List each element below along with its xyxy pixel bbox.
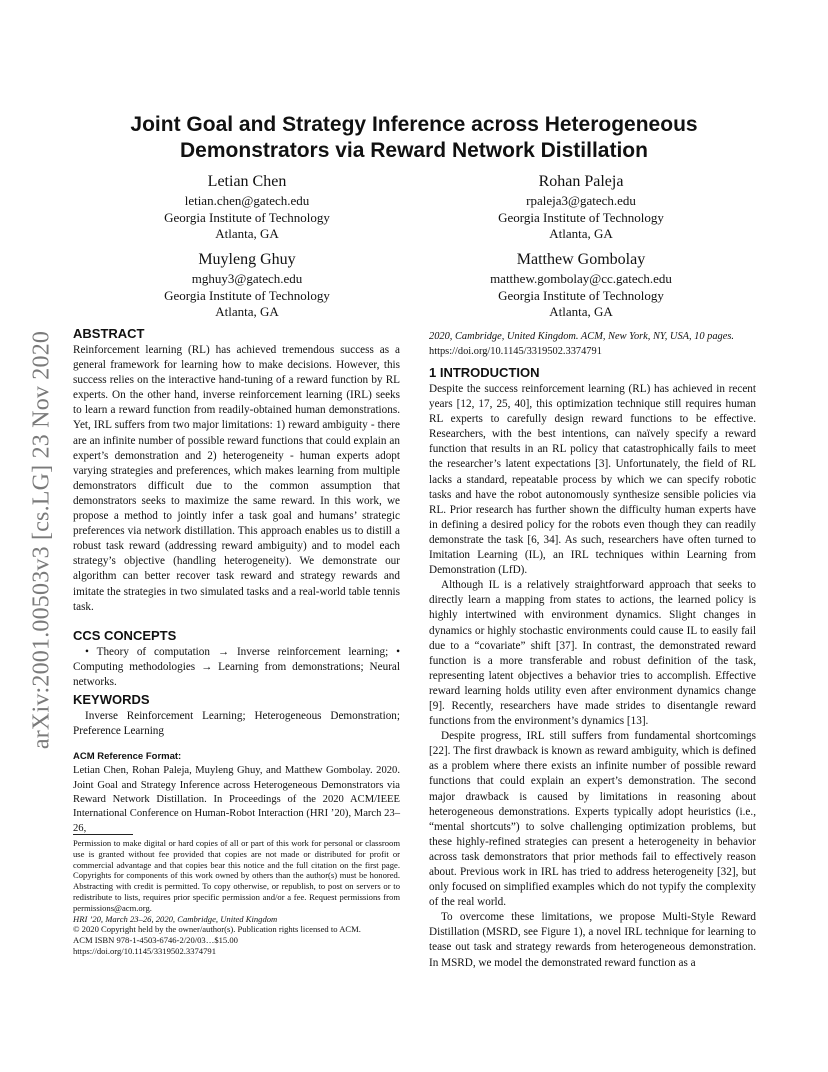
author-location: Atlanta, GA [549,304,613,319]
author-affiliation: Georgia Institute of Technology [164,209,330,225]
left-column [73,325,400,836]
reference-doi[interactable]: https://doi.org/10.1145/3319502.3374791 [429,346,602,357]
author-affiliation: Georgia Institute of Technology [498,287,664,303]
author-location: Atlanta, GA [215,304,279,319]
author-block-3 [127,249,367,321]
doi-link[interactable]: https://doi.org/10.1145/3319502.3374791 [73,945,216,956]
ccs-text: • Theory of computation → Inverse reinforcement learning; • Computing methodologies → Learning from demonstrations; Neural networks. [73,645,400,688]
keywords-heading: KEYWORDS [73,691,150,707]
isbn-line: ACM ISBN 978-1-4503-6746-2/20/03…$15.00 [73,935,238,946]
keywords-text: Inverse Reinforcement Learning; Heterogeneous Demonstration; Preference Learning [73,709,400,738]
arxiv-id: arXiv:2001.00503v3 [cs.LG] 23 Nov 2020 [28,330,55,750]
permission-block [73,838,400,957]
intro-paragraph-4: To overcome these limitations, we propose Multi-Style Reward Distillation (MSRD, see Figure 1), a novel IRL technique for learning to tease out task and strategy rewards from heterogeneous demonstration. In MSRD, we model the demonstrated reward function as a [429,911,756,969]
author-email[interactable]: rpaleja3@gatech.edu [526,193,636,208]
intro-paragraph-1: Despite the success reinforcement learning (RL) has achieved in recent years [12, 17, 25, 40], this optimization technique still requires human RL experts to carefully design reward functions to be effective. Researchers, with the best intentions, can naïvely specify a reward function that results in an RL policy that catastrophically fails to meet the researcher’s latent expectations [3]. Unfortunately, the field of RL lacks a standard, repeatable process by which we can specify robotic tasks and have the robot autonomously synthesize sensible policies via RL. Prior research has further shown the difficulty human experts have in defining a desired policy for the robots even though they can readily demonstrate the task [6, 34]. As such, researchers have often turned to Imitation Learning (IL), an IRL techniques within Learning from Demonstration (LfD). [429,383,756,577]
conference-line: HRI ’20, March 23–26, 2020, Cambridge, United Kingdom [73,913,278,924]
author-affiliation: Georgia Institute of Technology [498,209,664,225]
author-block-2 [461,171,701,243]
author-email[interactable]: mghuy3@gatech.edu [191,271,303,286]
title-line-1: Joint Goal and Strategy Inference across Heterogeneous [130,113,698,136]
introduction-heading: 1 INTRODUCTION [429,365,540,380]
author-email[interactable]: matthew.gombolay@cc.gatech.edu [490,271,672,286]
permission-notice: Permission to make digital or hard copies of all or part of this work for personal or classroom use is granted without fee provided that copies are not made or distributed for profit or commercial advantage and that copies bear this notice and the full citation on the first page. Copyrights for components of this work owned by others than the author(s) must be honored. Abstracting with credit is permitted. To copy otherwise, or republish, to post on servers or to redistribute to lists, requires prior specific permission and/or a fee. Request permissions from permissions@acm.org. [73,838,400,913]
title-line-2: Demonstrators via Reward Network Distillation [180,139,648,162]
author-block-1 [127,171,367,243]
author-affiliation: Georgia Institute of Technology [164,287,330,303]
author-name: Muyleng Ghuy [198,251,296,268]
author-name: Letian Chen [207,173,287,190]
author-block-4 [461,249,701,321]
copyright-line: © 2020 Copyright held by the owner/author(s). Publication rights licensed to ACM. [73,924,361,935]
author-location: Atlanta, GA [215,226,279,241]
footnote-rule [73,834,133,835]
abstract-text: Reinforcement learning (RL) has achieved tremendous success as a general framework for learning how to make decisions. However, this success relies on the interactive hand-tuning of a reward function by RL experts. On the other hand, inverse reinforcement learning (IRL) seeks to learn a reward function from readily-obtained human demonstrations. Yet, IRL suffers from two major limitations: 1) reward ambiguity - there are an infinite number of possible reward functions that could explain an expert’s demonstration and 2) heterogeneity - human experts adopt varying strategies and preferences, which makes learning from multiple demonstrators difficult due to the common assumption that demonstrators seeks to maximize the same reward. In this work, we propose a method to jointly infer a task goal and humans’ strategic preferences via network distillation. This approach enables us to distill a robust task reward (addressing reward ambiguity) and to model each strategy’s objective (handling heterogeneity). We demonstrate our algorithm can better recover task reward and strategy rewards and imitate the strategies in two simulated tasks and a real-world table tennis task. [73,344,400,613]
acm-reference-text: Letian Chen, Rohan Paleja, Muyleng Ghuy, and Matthew Gombolay. 2020. Joint Goal and Strategy Inference across Heterogeneous Demonstrators via Reward Network Distillation. In Proceedings of the 2020 ACM/IEEE International Conference on Human-Robot Interaction (HRI ’20), March 23–26, [73,765,400,834]
arxiv-sidebar-stamp [22,280,62,800]
ccs-heading: CCS CONCEPTS [73,627,177,643]
reference-continued: 2020, Cambridge, United Kingdom. ACM, New York, NY, USA, 10 pages. [429,331,735,342]
author-name: Matthew Gombolay [516,251,646,268]
intro-paragraph-2: Although IL is a relatively straightforward approach that seeks to directly learn a mapping from states to actions, the learned policy is highly intertwined with environment dynamics. Slight changes in dynamics or highly stochastic environments could cause IL to easily fail due to a “covariate” shift [37]. In contrast, the demonstrated reward function is a more transferable and robust definition of the task, representing latent objectives a behavior tries to accomplish. Effective reward learning holds utility even after environment dynamics change [9]. Recently, researchers have made strides to disentangle reward functions from the environment’s dynamics [13]. [429,579,756,728]
intro-paragraph-3: Despite progress, IRL still suffers from fundamental shortcomings [22]. The first drawback is known as reward ambiguity, which is defined as a problem where there exists an infinite number of possible reward functions that could explain an expert’s demonstration. The second major drawback is caused by limitations in reasoning about heterogeneous demonstrations. Experts typically adopt heuristics (i.e., “mental shortcuts”) to solve challenging optimization problems, but these highly-refined strategies can present a heterogeneity in behavior across task demonstrators that prior methods fail to effectively reason about. Previous work in IRL has tried to address heterogeneity [32], but only focused on simplified examples which do not typify the complexity of the real world. [429,730,756,909]
author-location: Atlanta, GA [549,226,613,241]
paper-title [100,112,728,164]
author-email[interactable]: letian.chen@gatech.edu [184,193,310,208]
right-column [429,329,756,971]
acm-reference-heading: ACM Reference Format: [73,751,182,763]
author-name: Rohan Paleja [538,173,624,190]
abstract-heading: ABSTRACT [73,326,145,341]
